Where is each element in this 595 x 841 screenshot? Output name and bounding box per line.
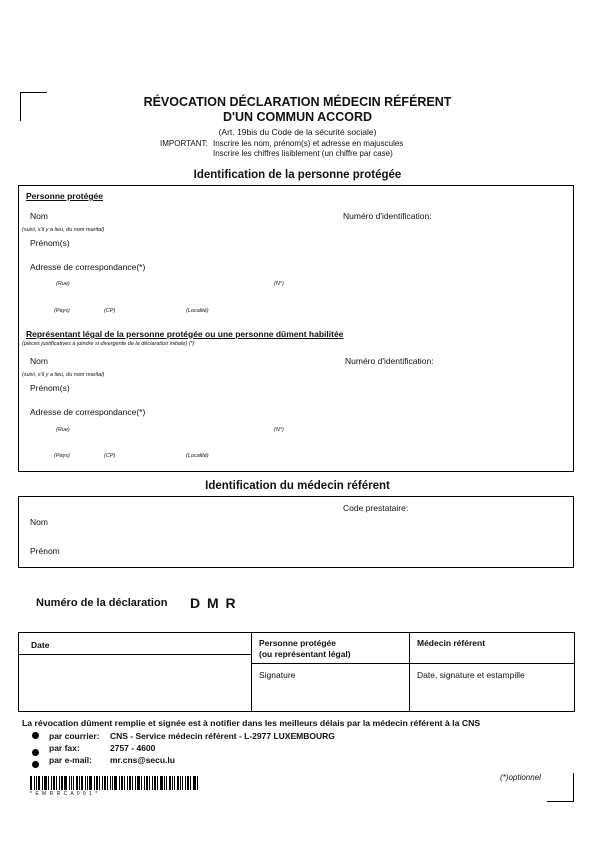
- rep-rue-label: (Rue): [56, 427, 70, 433]
- table-row-divider-right: [251, 663, 574, 664]
- rep-number-label: (N°): [274, 427, 284, 433]
- col-person-header: Personne protégée: [259, 638, 336, 648]
- email-label: par e-mail:: [49, 755, 92, 765]
- barcode-bar: [135, 776, 136, 790]
- bullet-icon: [32, 732, 39, 739]
- barcode-bar: [64, 776, 67, 790]
- declaration-number-label: Numéro de la déclaration: [36, 597, 168, 609]
- barcode-bar: [157, 776, 158, 790]
- number-label: (N°): [274, 281, 284, 287]
- rue-label: (Rue): [56, 281, 70, 287]
- barcode-bar: [114, 776, 117, 790]
- barcode-bar: [81, 776, 83, 790]
- barcode-bar: [174, 776, 175, 790]
- courier-row: [32, 731, 39, 741]
- barcode-bar: [104, 776, 106, 790]
- barcode-bar: [107, 776, 108, 790]
- section-title-protected-person: Identification de la personne protégée: [193, 169, 402, 181]
- barcode-bar: [193, 776, 196, 790]
- barcode-bar: [160, 776, 163, 790]
- barcode-bar: [182, 776, 183, 790]
- table-row-divider-date: [19, 654, 251, 655]
- representative-note: (pièces justificatives à joindre si divergente de la déclaration initiale) (*): [22, 341, 195, 347]
- barcode-bar: [96, 776, 98, 790]
- protected-person-heading: Personne protégée: [26, 191, 103, 201]
- article-reference: (Art. 19bis du Code de la sécurité sociale): [218, 127, 377, 137]
- signature-table: [18, 632, 575, 712]
- fax-label: par fax:: [49, 743, 80, 753]
- barcode-bar: [187, 776, 189, 790]
- barcode-bar: [48, 776, 49, 790]
- barcode-bar: [121, 776, 123, 790]
- col-doctor-header: Médecin référent: [417, 638, 486, 648]
- barcode-bar: [73, 776, 74, 790]
- rep-cp-label: (CP): [104, 453, 116, 459]
- localite-label: (Localité): [186, 308, 209, 314]
- barcode: [30, 776, 200, 790]
- barcode-bar: [30, 776, 32, 790]
- person-signature-label: Signature: [259, 670, 296, 680]
- table-divider-2: [409, 633, 410, 711]
- provider-code-label: Code prestataire:: [343, 503, 409, 513]
- barcode-bar: [127, 776, 128, 790]
- barcode-bar: [89, 776, 92, 790]
- barcode-bar: [94, 776, 95, 790]
- barcode-bar: [154, 776, 156, 790]
- email-row: [32, 755, 39, 773]
- barcode-bar: [144, 776, 145, 790]
- doctor-nom-label: Nom: [30, 517, 48, 527]
- bullet-icon: [32, 761, 39, 768]
- barcode-bar: [166, 776, 167, 790]
- barcode-bar: [51, 776, 52, 790]
- barcode-bar: [87, 776, 88, 790]
- barcode-bar: [149, 776, 150, 790]
- table-divider-1: [251, 633, 252, 711]
- doctor-signature-label: Date, signature et estampille: [417, 670, 525, 680]
- barcode-bar: [69, 776, 70, 790]
- section-title-doctor: Identification du médecin référent: [205, 480, 390, 492]
- barcode-bar: [169, 776, 171, 790]
- representative-heading: Représentant légal de la personne protégée ou une personne dûment habilitée: [26, 329, 344, 339]
- barcode-bar: [102, 776, 103, 790]
- col-person-header-sub: (ou représentant légal): [259, 649, 351, 659]
- barcode-bar: [61, 776, 63, 790]
- nom-marital-note: (suivi, s'il y a lieu, du nom marital): [22, 227, 105, 233]
- barcode-bar: [71, 776, 72, 790]
- rep-nom-marital-note: (suivi, s'il y a lieu, du nom marital): [22, 372, 105, 378]
- barcode-bar: [76, 776, 78, 790]
- address-label: Adresse de correspondance(*): [30, 262, 146, 272]
- barcode-bar: [34, 776, 35, 790]
- col-date-header: Date: [31, 640, 50, 650]
- declaration-code: D M R: [190, 595, 236, 611]
- doctor-prenom-label: Prénom: [30, 546, 60, 556]
- optional-note: (*)optionnel: [500, 773, 541, 782]
- notification-notice: La révocation dûment remplie et signée est à notifier dans les meilleurs délais par la médecin référent à la CNS: [22, 718, 481, 728]
- rep-nom-label: Nom: [30, 356, 48, 366]
- email-value[interactable]: mr.cns@secu.lu: [110, 755, 175, 765]
- corner-mark-bottom-right: [547, 773, 574, 802]
- fax-value: 2757 - 4600: [110, 743, 156, 753]
- rep-identification-number-label: Numéro d'identification:: [345, 356, 434, 366]
- form-title-line2: D'UN COMMUN ACCORD: [222, 110, 373, 124]
- nom-label: Nom: [30, 211, 48, 221]
- form-title-line1: RÉVOCATION DÉCLARATION MÉDECIN RÉFÉRENT: [143, 95, 452, 109]
- barcode-bar: [59, 776, 60, 790]
- courier-value: CNS - Service médecin référent - L-2977 LUXEMBOURG: [110, 731, 335, 741]
- identification-number-label: Numéro d'identification:: [343, 211, 432, 221]
- barcode-text: * E M R R C A 0 0 1 *: [30, 791, 99, 797]
- barcode-bar: [42, 776, 43, 790]
- barcode-bar: [137, 776, 140, 790]
- barcode-bar: [177, 776, 179, 790]
- barcode-bar: [185, 776, 186, 790]
- barcode-bar: [53, 776, 55, 790]
- barcode-bar: [190, 776, 191, 790]
- barcode-bar: [152, 776, 153, 790]
- barcode-bar: [172, 776, 173, 790]
- rep-pays-label: (Pays): [54, 453, 70, 459]
- barcode-bar: [146, 776, 148, 790]
- rep-localite-label: (Localité): [186, 453, 209, 459]
- rep-prenom-label: Prénom(s): [30, 383, 70, 393]
- important-label: IMPORTANT:: [160, 139, 208, 148]
- barcode-bar: [99, 776, 100, 790]
- barcode-bar: [132, 776, 133, 790]
- barcode-bar: [36, 776, 37, 790]
- barcode-bar: [197, 776, 198, 790]
- barcode-bar: [44, 776, 47, 790]
- prenom-label: Prénom(s): [30, 238, 70, 248]
- barcode-bar: [110, 776, 111, 790]
- barcode-bar: [119, 776, 120, 790]
- barcode-bar: [180, 776, 181, 790]
- important-line2: Inscrire les chiffres lisiblement (un chiffre par case): [213, 149, 393, 158]
- barcode-bar: [79, 776, 80, 790]
- barcode-bar: [164, 776, 165, 790]
- barcode-bar: [56, 776, 57, 790]
- doctor-box: [18, 496, 574, 568]
- rep-address-label: Adresse de correspondance(*): [30, 407, 146, 417]
- barcode-bar: [124, 776, 125, 790]
- pays-label: (Pays): [54, 308, 70, 314]
- barcode-bar: [85, 776, 86, 790]
- barcode-bar: [141, 776, 142, 790]
- cp-label: (CP): [104, 308, 116, 314]
- barcode-bar: [112, 776, 113, 790]
- barcode-bar: [38, 776, 40, 790]
- important-line1: Inscrire les nom, prénom(s) et adresse en majuscules: [213, 139, 404, 148]
- courier-label: par courrier:: [49, 731, 100, 741]
- barcode-bar: [129, 776, 131, 790]
